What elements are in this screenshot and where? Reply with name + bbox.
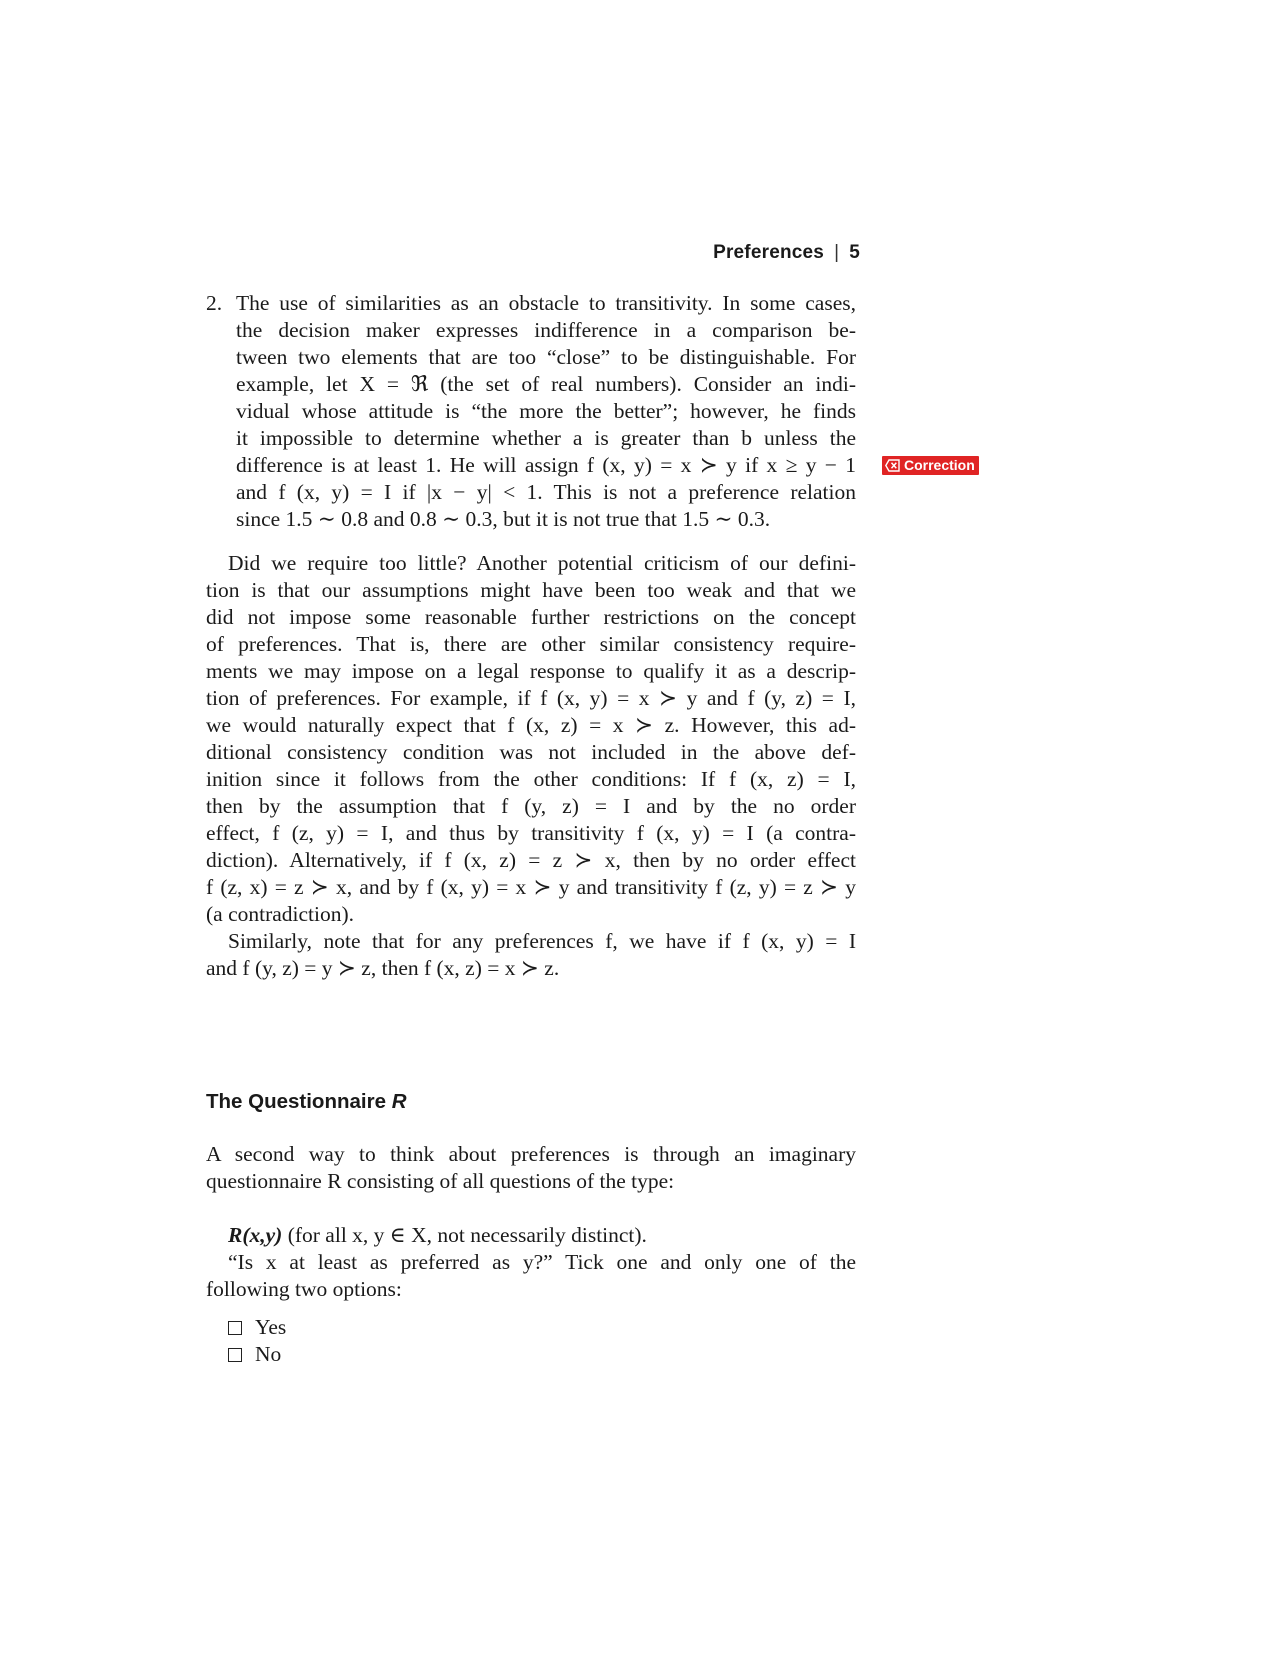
header-section-title: Preferences xyxy=(713,242,825,263)
list-item-number: 2. xyxy=(206,291,223,315)
question-text-line: “Is x at least as preferred as y?” Tick one and only one of the xyxy=(228,1250,856,1274)
text-line: tion of preferences. For example, if f (x, y) = x ≻ y and f (y, z) = I, xyxy=(206,686,856,710)
text-line: and f (x, y) = I if |x − y| < 1. This is not a preference relation xyxy=(236,480,856,504)
text-line: example, let X = ℜ (the set of real numbers). Consider an indi- xyxy=(236,372,856,396)
section-heading-variable: R xyxy=(391,1090,407,1113)
text-line: Did we require too little? Another potential criticism of our defini- xyxy=(228,551,856,575)
section-heading xyxy=(206,1090,407,1114)
correction-badge[interactable] xyxy=(882,456,979,475)
header-page-number: 5 xyxy=(849,242,860,263)
text-line: ments we may impose on a legal response to qualify it as a descrip- xyxy=(206,659,856,683)
text-line: f (z, x) = z ≻ x, and by f (x, y) = x ≻ y and transitivity f (z, y) = z ≻ y xyxy=(206,875,856,899)
question-scope: (for all x, y ∈ X, not necessarily distinct). xyxy=(282,1223,647,1247)
paragraph-require-too-little xyxy=(206,550,856,928)
option-label: No xyxy=(255,1342,282,1366)
question-definition-line xyxy=(206,1222,856,1249)
checkbox-icon[interactable] xyxy=(228,1348,242,1362)
correction-badge-label: Correction xyxy=(904,457,975,473)
text-line: ditional consistency condition was not included in the above def- xyxy=(206,740,856,764)
text-line: vidual whose attitude is “the more the better”; however, he finds xyxy=(236,399,856,423)
text-line: effect, f (z, y) = I, and thus by transitivity f (x, y) = I (a contra- xyxy=(206,821,856,845)
delete-x-icon xyxy=(885,459,900,472)
question-label: R(x,y) xyxy=(228,1223,283,1247)
question-text-line: following two options: xyxy=(206,1277,402,1301)
text-line: did not impose some reasonable further restrictions on the concept xyxy=(206,605,856,629)
text-line: inition since it follows from the other conditions: If f (x, z) = I, xyxy=(206,767,856,791)
text-line: (a contradiction). xyxy=(206,902,355,926)
text-line: tion is that our assumptions might have been too weak and that we xyxy=(206,578,856,602)
header-separator: | xyxy=(834,242,840,263)
option-label: Yes xyxy=(255,1315,287,1339)
text-line: it impossible to determine whether a is greater than b unless the xyxy=(236,426,856,450)
option-yes[interactable] xyxy=(228,1314,286,1341)
text-line: we would naturally expect that f (x, z) = x ≻ z. However, this ad- xyxy=(206,713,856,737)
paragraph-similarly xyxy=(206,928,856,982)
text-line: diction). Alternatively, if f (x, z) = z ≻ x, then by no order effect xyxy=(206,848,856,872)
text-line: A second way to think about preferences is through an imaginary xyxy=(206,1142,856,1166)
text-line: Similarly, note that for any preferences f, we have if f (x, y) = I xyxy=(228,929,856,953)
list-item-paragraph xyxy=(236,290,856,533)
paragraph-questionnaire xyxy=(206,1141,856,1195)
text-line: The use of similarities as an obstacle to transitivity. In some cases, xyxy=(236,291,856,315)
text-line: of preferences. That is, there are other similar consistency require- xyxy=(206,632,856,656)
list-item-2 xyxy=(206,290,856,533)
running-header xyxy=(713,242,860,264)
option-no[interactable] xyxy=(228,1341,286,1368)
section-heading-text: The Questionnaire xyxy=(206,1090,386,1113)
text-line: tween two elements that are too “close” to be distinguishable. For xyxy=(236,345,856,369)
text-line: then by the assumption that f (y, z) = I and by the no order xyxy=(206,794,856,818)
text-line: since 1.5 ∼ 0.8 and 0.8 ∼ 0.3, but it is not true that 1.5 ∼ 0.3. xyxy=(236,507,771,531)
text-line: difference is at least 1. He will assign f (x, y) = x ≻ y if x ≥ y − 1 xyxy=(236,453,856,477)
answer-options xyxy=(228,1314,286,1368)
text-line: and f (y, z) = y ≻ z, then f (x, z) = x ≻ z. xyxy=(206,956,560,980)
text-line: the decision maker expresses indifference in a comparison be- xyxy=(236,318,856,342)
questionnaire-question xyxy=(206,1222,856,1303)
text-line: questionnaire R consisting of all questions of the type: xyxy=(206,1169,675,1193)
checkbox-icon[interactable] xyxy=(228,1321,242,1335)
